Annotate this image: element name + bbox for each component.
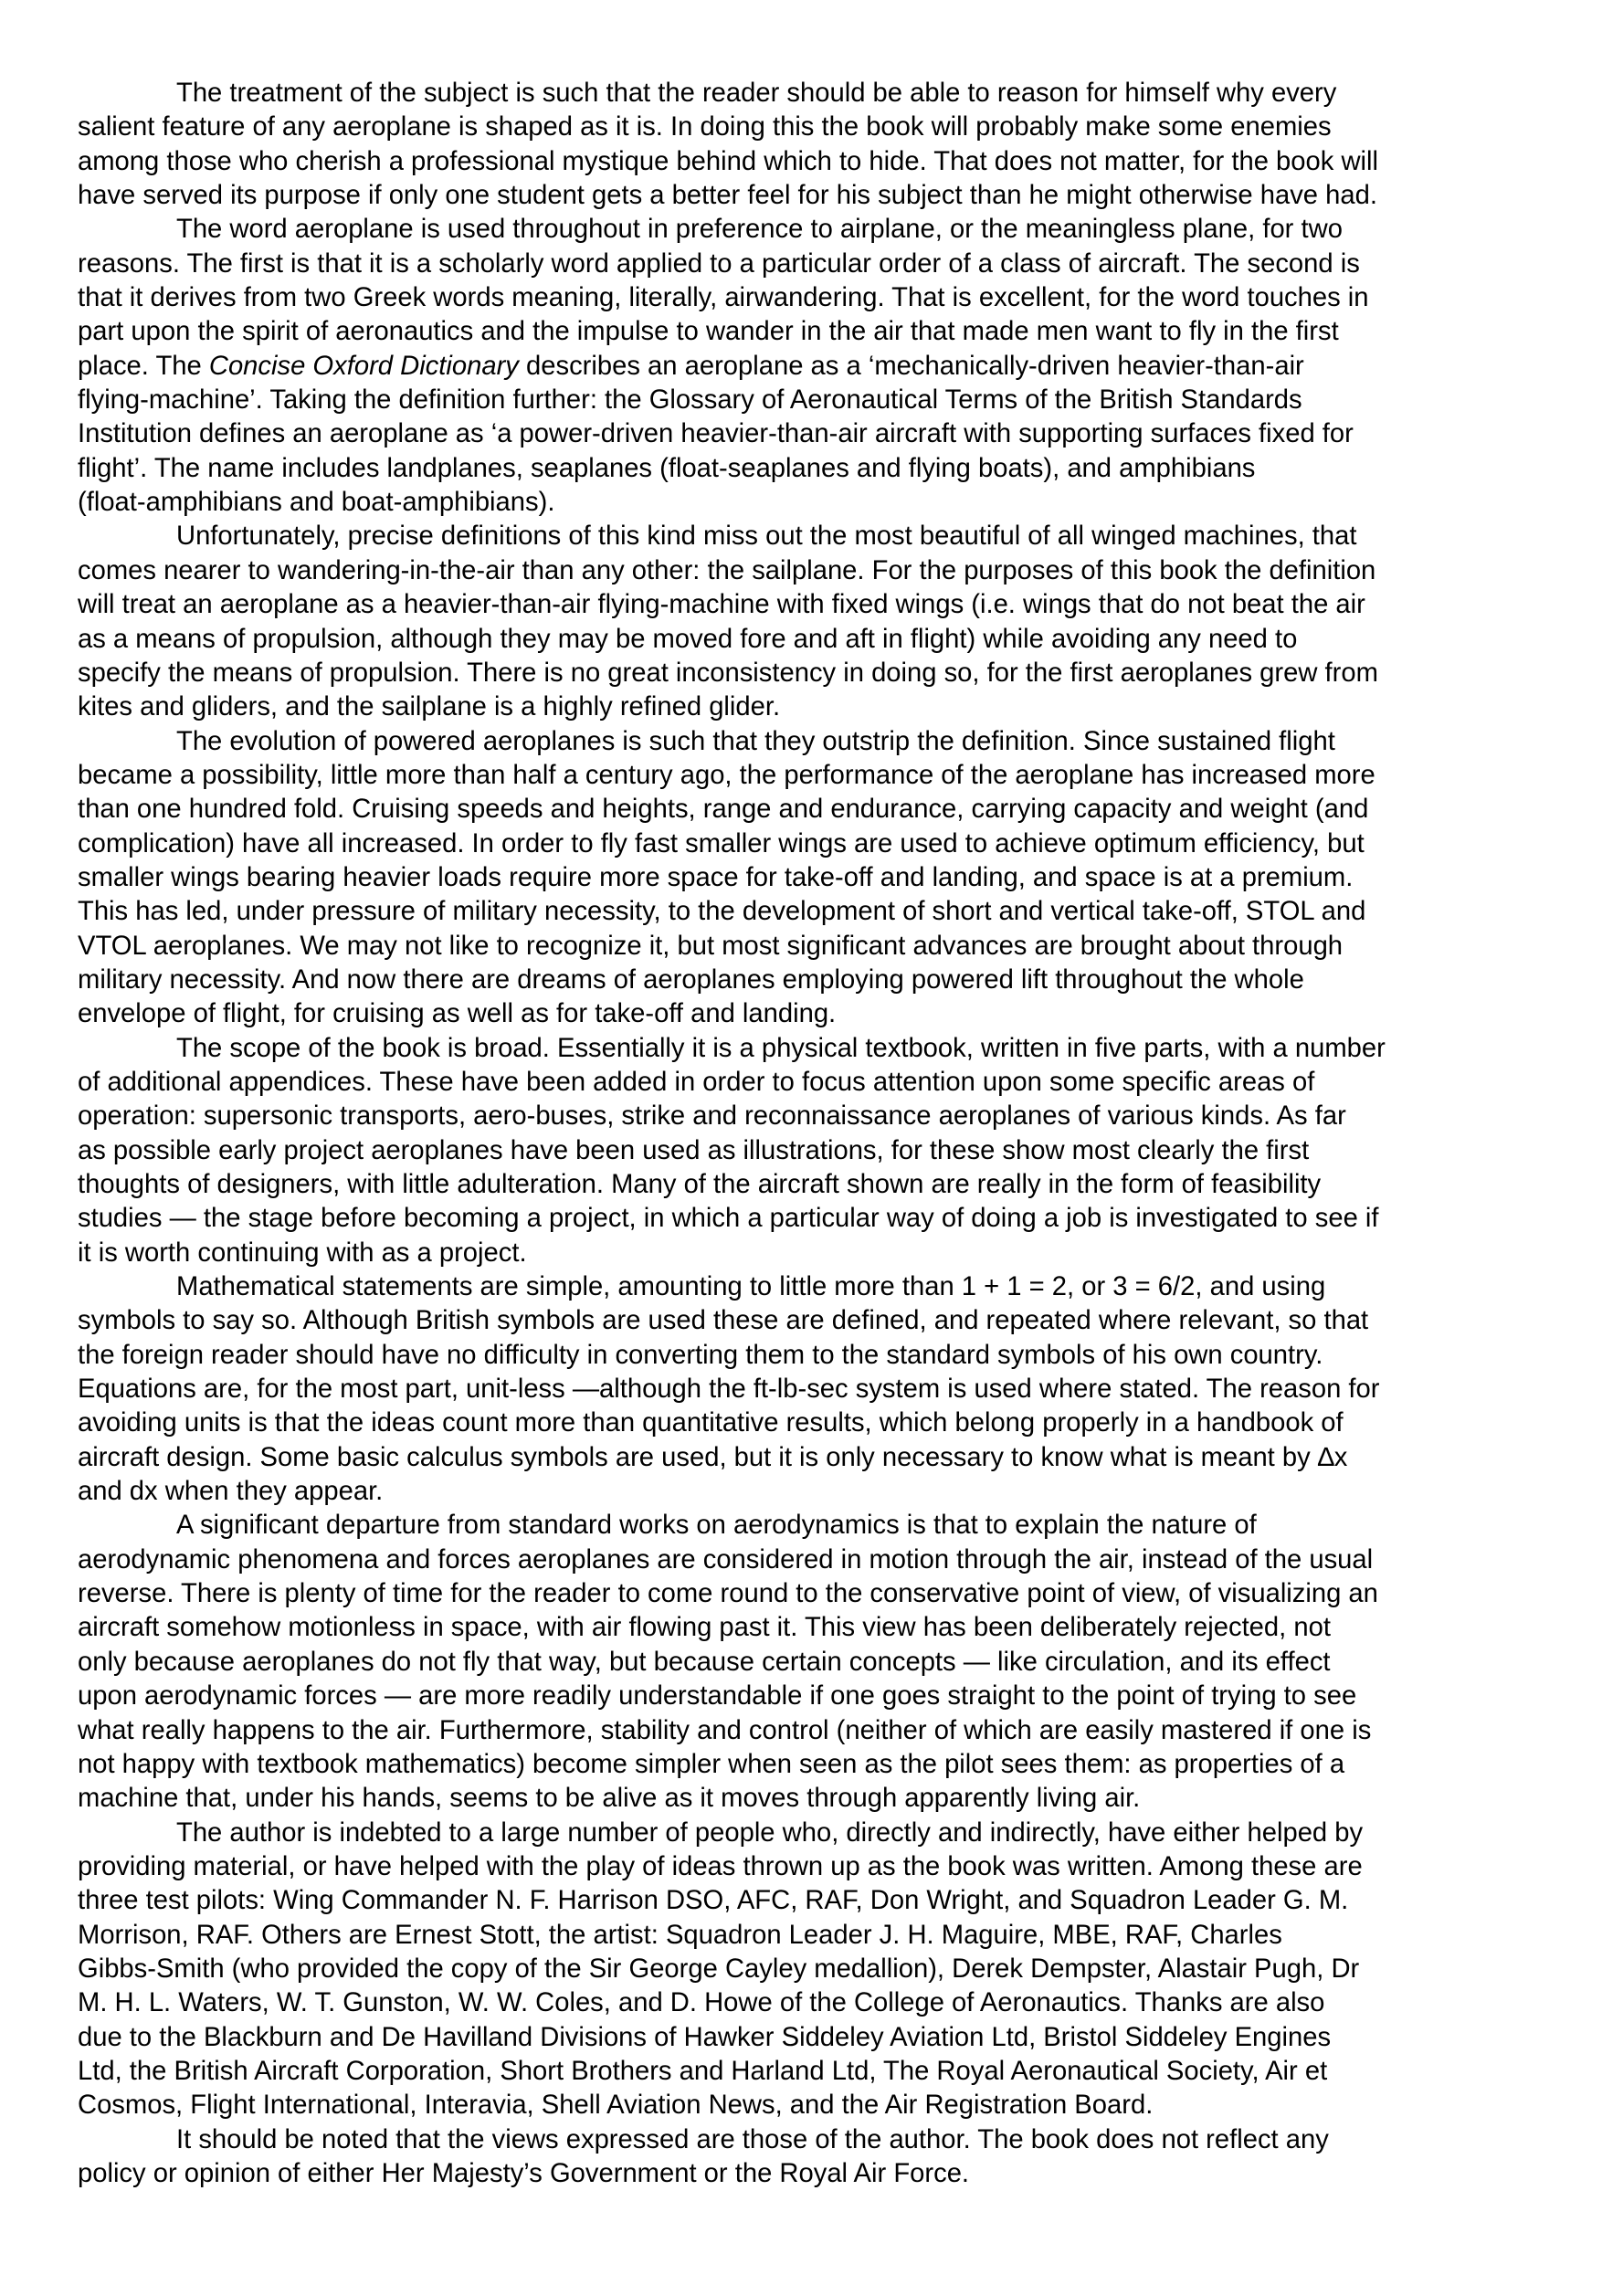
paragraph-departure [78,1509,1594,1816]
text-line: flight’. The name includes landplanes, seaplanes (float-seaplanes and flying boats), and amphibians [78,453,1256,483]
text-line: operation: supersonic transports, aero-buses, strike and reconnaissance aeroplanes of various kinds. As far [78,1101,1346,1132]
book-title-italic: Concise Oxford Dictionary [208,351,519,381]
text-line: machine that, under his hands, seems to be alive as it moves through apparently living air. [78,1784,1141,1814]
text-line: Mathematical statements are simple, amounting to little more than 1 + 1 = 2, or 3 = 6/2, and using [176,1272,1326,1302]
text-line [78,350,1594,384]
paragraph-sailplane [78,520,1594,724]
text-line: of additional appendices. These have been added in order to focus attention upon some specific areas of [78,1067,1315,1097]
text-line: among those who cherish a professional mystique behind which to hide. That does not matter, for the book will [78,146,1378,176]
text-line: policy or opinion of either Her Majesty’s Government or the Royal Air Force. [78,2158,970,2188]
paragraph-scope [78,1032,1594,1270]
text-line: aerodynamic phenomena and forces aeroplanes are considered in motion through the air, instead of the usual [78,1544,1374,1575]
text-line: envelope of flight, for cruising as well as for take-off and landing. [78,999,837,1029]
text-line: Equations are, for the most part, unit-less —although the ft-lb-sec system is used where stated. The reason for [78,1374,1380,1405]
paragraph-mathematics [78,1270,1594,1509]
text-line: providing material, or have helped with the play of ideas thrown up as the book was written. Among these are [78,1851,1363,1881]
text-line: The word aeroplane is used throughout in preference to airplane, or the meaningless plane, for two [176,215,1343,245]
text-line: M. H. L. Waters, W. T. Gunston, W. W. Coles, and D. Howe of the College of Aeronautics. Thanks are also [78,1988,1325,2018]
text-line: VTOL aeroplanes. We may not like to recognize it, but most significant advances are brought about through [78,931,1344,961]
text-line: salient feature of any aeroplane is shaped as it is. In doing this the book will probably make some enemies [78,112,1332,142]
text-line: Gibbs-Smith (who provided the copy of the Sir George Cayley medallion), Derek Dempster, Alastair Pugh, Dr [78,1954,1360,1984]
text-line: will treat an aeroplane as a heavier-than-air flying-machine with fixed wings (i.e. wings that do not beat the air [78,590,1365,620]
text-line: It should be noted that the views expressed are those of the author. The book does not reflect any [176,2124,1329,2154]
text-line: A significant departure from standard works on aerodynamics is that to explain the nature of [176,1511,1257,1541]
text-line: reverse. There is plenty of time for the reader to come round to the conservative point of view, of visualizing an [78,1579,1378,1609]
text-line: and dx when they appear. [78,1477,384,1507]
text-line: The scope of the book is broad. Essentially it is a physical textbook, written in five parts, with a number [176,1033,1386,1063]
text-fragment: describes an aeroplane as a ‘mechanically-driven heavier-than-air [518,351,1304,381]
text-line: Institution defines an aeroplane as ‘a power-driven heavier-than-air aircraft with supporting surfaces fixed for [78,419,1354,449]
paragraph-acknowledgements [78,1817,1594,2123]
text-line: have served its purpose if only one student gets a better feel for his subject than he might otherwise have had. [78,181,1377,211]
document-page [78,77,1594,2191]
text-line: due to the Blackburn and De Havilland Divisions of Hawker Siddeley Aviation Ltd, Bristol Siddeley Engines [78,2022,1332,2052]
text-line: Morrison, RAF. Others are Ernest Stott, the artist: Squadron Leader J. H. Maguire, MBE, RAF, Charles [78,1920,1282,1950]
text-line: became a possibility, little more than half a century ago, the performance of the aeroplane has increased more [78,760,1375,790]
text-line: the foreign reader should have no difficulty in converting them to the standard symbols of his own country. [78,1340,1323,1370]
text-line: complication) have all increased. In order to fly fast smaller wings are used to achieve optimum efficiency, but [78,828,1365,858]
text-line: smaller wings bearing heavier loads require more space for take-off and landing, and space is at a premium. [78,862,1354,892]
text-line: thoughts of designers, with little adulteration. Many of the aircraft shown are really in the form of feasibility [78,1170,1322,1199]
text-line: it is worth continuing with as a project. [78,1238,527,1268]
text-line: aircraft design. Some basic calculus symbols are used, but it is only necessary to know what is meant by ∆x [78,1442,1348,1472]
text-fragment: place. The [78,351,209,381]
text-line: symbols to say so. Although British symbols are used these are defined, and repeated where relevant, so that [78,1306,1369,1336]
text-line: This has led, under pressure of military necessity, to the development of short and vertical take-off, STOL and [78,897,1366,927]
paragraph-word-aeroplane [78,213,1594,520]
text-line: avoiding units is that the ideas count more than quantitative results, which belong properly in a handbook of [78,1408,1344,1438]
paragraph-treatment [78,77,1594,213]
text-line: military necessity. And now there are dreams of aeroplanes employing powered lift throughout the whole [78,964,1304,995]
text-line: that it derives from two Greek words meaning, literally, airwandering. That is excellent, for the word touches in [78,283,1369,313]
text-line: what really happens to the air. Furthermore, stability and control (neither of which are easily mastered if one is [78,1715,1372,1745]
text-line: flying-machine’. Taking the definition further: the Glossary of Aeronautical Terms of the British Standards [78,385,1302,416]
text-line: (float-amphibians and boat-amphibians). [78,488,555,518]
text-line: comes nearer to wandering-in-the-air than any other: the sailplane. For the purposes of this book the definition [78,555,1376,585]
text-line: three test pilots: Wing Commander N. F. Harrison DSO, AFC, RAF, Don Wright, and Squadron Leader G. M. [78,1886,1349,1916]
text-line: Ltd, the British Aircraft Corporation, Short Brothers and Harland Ltd, The Royal Aeronautical Society, Air et [78,2056,1328,2086]
text-line: Cosmos, Flight International, Interavia, Shell Aviation News, and the Air Registration Board. [78,2091,1154,2121]
text-line: only because aeroplanes do not fly that way, but because certain concepts — like circulation, and its effect [78,1647,1331,1677]
text-line: specify the means of propulsion. There is no great inconsistency in doing so, for the first aeroplanes grew from [78,658,1378,688]
text-line: The treatment of the subject is such that the reader should be able to reason for himself why every [176,79,1337,108]
text-line: not happy with textbook mathematics) become simpler when seen as the pilot sees them: as properties of a [78,1749,1345,1779]
text-line: upon aerodynamic forces — are more readily understandable if one goes straight to the point of trying to see [78,1681,1357,1711]
text-line: as possible early project aeroplanes have been used as illustrations, for these show most clearly the first [78,1135,1310,1165]
text-line: The author is indebted to a large number of people who, directly and indirectly, have either helped by [176,1817,1364,1848]
paragraph-disclaimer [78,2123,1594,2192]
text-line: studies — the stage before becoming a project, in which a particular way of doing a job is investigated to see if [78,1204,1379,1234]
text-line: as a means of propulsion, although they may be moved fore and aft in flight) while avoiding any need to [78,624,1298,654]
text-line: part upon the spirit of aeronautics and the impulse to wander in the air that made men want to fly in the first [78,317,1339,347]
text-line: than one hundred fold. Cruising speeds and heights, range and endurance, carrying capacity and weight (and [78,795,1369,825]
text-line: The evolution of powered aeroplanes is such that they outstrip the definition. Since sustained flight [176,726,1335,756]
text-line: Unfortunately, precise definitions of this kind miss out the most beautiful of all winged machines, that [176,521,1357,552]
text-line: reasons. The first is that it is a scholarly word applied to a particular order of a class of aircraft. The second is [78,248,1360,279]
text-line: kites and gliders, and the sailplane is a highly refined glider. [78,692,781,722]
text-line: aircraft somehow motionless in space, with air flowing past it. This view has been deliberately rejected, not [78,1613,1331,1643]
paragraph-evolution [78,725,1594,1032]
